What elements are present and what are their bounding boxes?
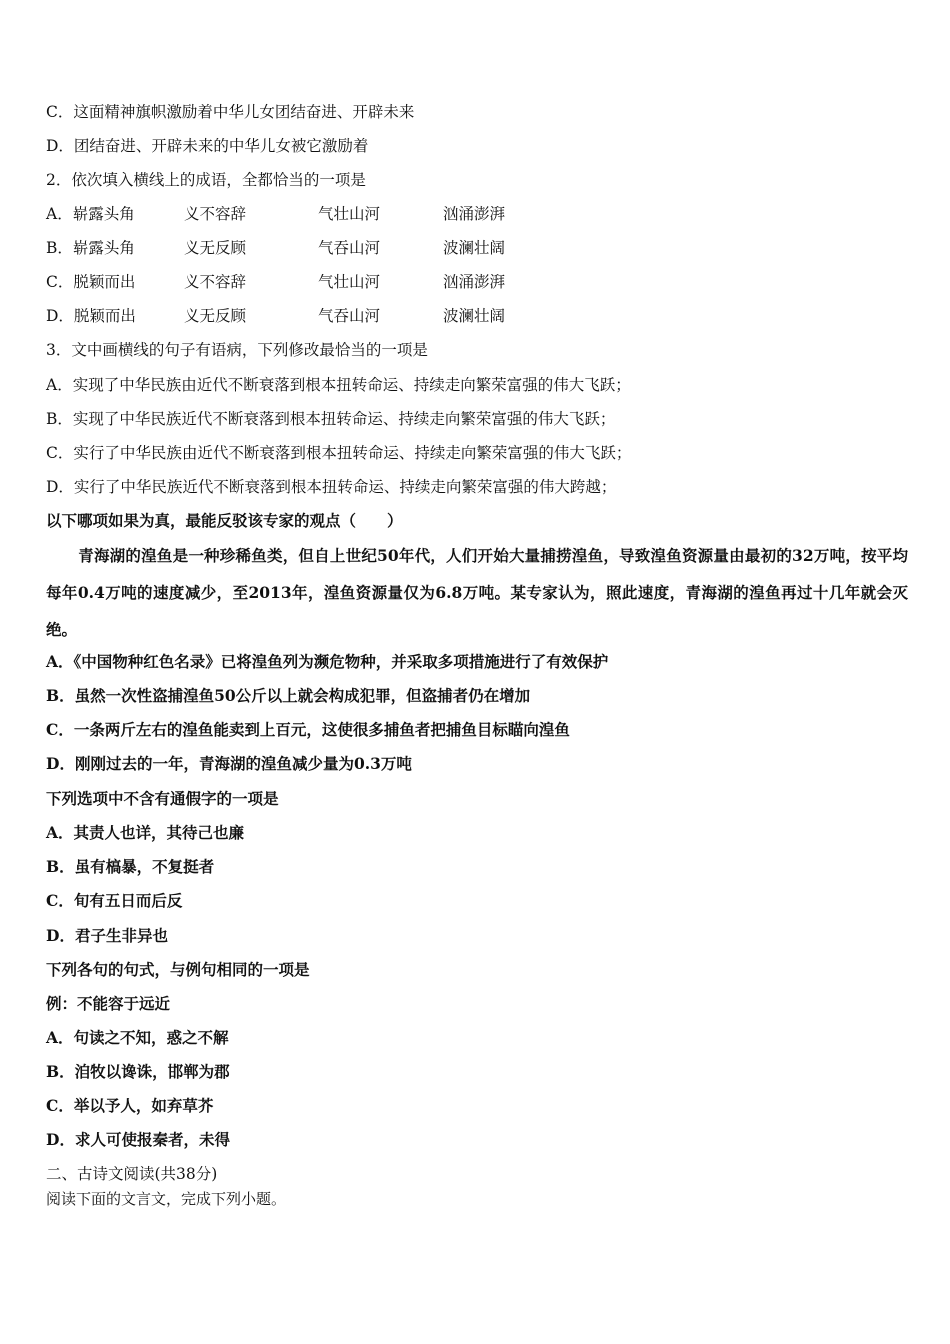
q2-option-a-word2: 义不容辞 — [184, 205, 247, 223]
q3-stem: 3．文中画横线的句子有语病，下列修改最恰当的一项是 — [46, 341, 428, 359]
q2-option-d-word1: D．脱颖而出 — [46, 307, 136, 325]
q2-option-a-word3: 气壮山河 — [318, 205, 381, 223]
q3-option-d: D．实行了中华民族近代不断衰落到根本扭转命运、持续走向繁荣富强的伟大跨越； — [46, 478, 617, 496]
q2-option-b-word4: 波澜壮阔 — [443, 239, 506, 257]
q2-option-d-word4: 波澜壮阔 — [443, 307, 506, 325]
q2-option-a-word4: 汹涌澎湃 — [443, 205, 506, 223]
q4-option-a: A．《中国物种红色名录》已将湟鱼列为濒危物种，并采取多项措施进行了有效保护 — [46, 652, 609, 671]
q4-stem: 以下哪项如果为真，最能反驳该专家的观点（ ） — [46, 511, 403, 530]
q4-passage — [46, 537, 908, 648]
q2-option-d-word2: 义无反顾 — [184, 307, 247, 325]
q3-option-b: B．实现了中华民族近代不断衰落到根本扭转命运、持续走向繁荣富强的伟大飞跃； — [46, 410, 616, 428]
q6-example: 例：不能容于远近 — [46, 994, 171, 1013]
q5-option-b: B．虽有槁暴，不复挺者 — [46, 857, 215, 876]
section2-heading: 二、古诗文阅读(共38分) — [46, 1165, 218, 1183]
q5-option-d: D．君子生非异也 — [46, 926, 168, 945]
q2-option-c-word4: 汹涌澎湃 — [443, 273, 506, 291]
q4-option-b: B．虽然一次性盗捕湟鱼50公斤以上就会构成犯罪，但盗捕者仍在增加 — [46, 686, 531, 705]
q6-option-d: D．求人可使报秦者，未得 — [46, 1130, 230, 1149]
q6-stem: 下列各句的句式，与例句相同的一项是 — [46, 960, 310, 979]
q5-option-a: A．其责人也详，其待己也廉 — [46, 823, 245, 842]
q2-option-c-word3: 气壮山河 — [318, 273, 381, 291]
q2-option-b-word3: 气吞山河 — [318, 239, 381, 257]
q2-option-d-word3: 气吞山河 — [318, 307, 381, 325]
q4-option-c: C．一条两斤左右的湟鱼能卖到上百元，这使很多捕鱼者把捕鱼目标瞄向湟鱼 — [46, 720, 570, 739]
q2-option-a-word1: A．崭露头角 — [46, 205, 135, 223]
q4-option-d: D．刚刚过去的一年，青海湖的湟鱼减少量为0.3万吨 — [46, 754, 412, 773]
q3-option-c: C．实行了中华民族由近代不断衰落到根本扭转命运、持续走向繁荣富强的伟大飞跃； — [46, 444, 632, 462]
q5-option-c: C．旬有五日而后反 — [46, 891, 183, 910]
q2-option-b-word1: B．崭露头角 — [46, 239, 135, 257]
q2-option-c-word2: 义不容辞 — [184, 273, 247, 291]
q1-option-d: D．团结奋进、开辟未来的中华儿女被它激励着 — [46, 137, 369, 155]
q3-option-a: A．实现了中华民族由近代不断衰落到根本扭转命运、持续走向繁荣富强的伟大飞跃； — [46, 376, 631, 394]
q1-option-c: C．这面精神旗帜激励着中华儿女团结奋进、开辟未来 — [46, 103, 415, 121]
q4-passage-text: 青海湖的湟鱼是一种珍稀鱼类，但自上世纪50年代，人们开始大量捕捞湟鱼，导致湟鱼资源量由最初的32万吨，按平均每年0.4万吨的速度减少，至2013年，湟鱼资源量仅为6.8万吨。某专家认为，照此速度，青海湖的湟鱼再过十几年就会灭绝。 — [46, 546, 908, 639]
q6-option-c: C．举以予人，如弃草芥 — [46, 1096, 214, 1115]
q2-stem: 2．依次填入横线上的成语，全都恰当的一项是 — [46, 171, 366, 189]
section2-instruction: 阅读下面的文言文，完成下列小题。 — [46, 1190, 287, 1208]
q6-option-a: A．句读之不知，惑之不解 — [46, 1028, 229, 1047]
q6-option-b: B．洎牧以谗诛，邯郸为郡 — [46, 1062, 230, 1081]
q5-stem: 下列选项中不含有通假字的一项是 — [46, 789, 279, 808]
q2-option-b-word2: 义无反顾 — [184, 239, 247, 257]
q2-option-c-word1: C．脱颖而出 — [46, 273, 136, 291]
